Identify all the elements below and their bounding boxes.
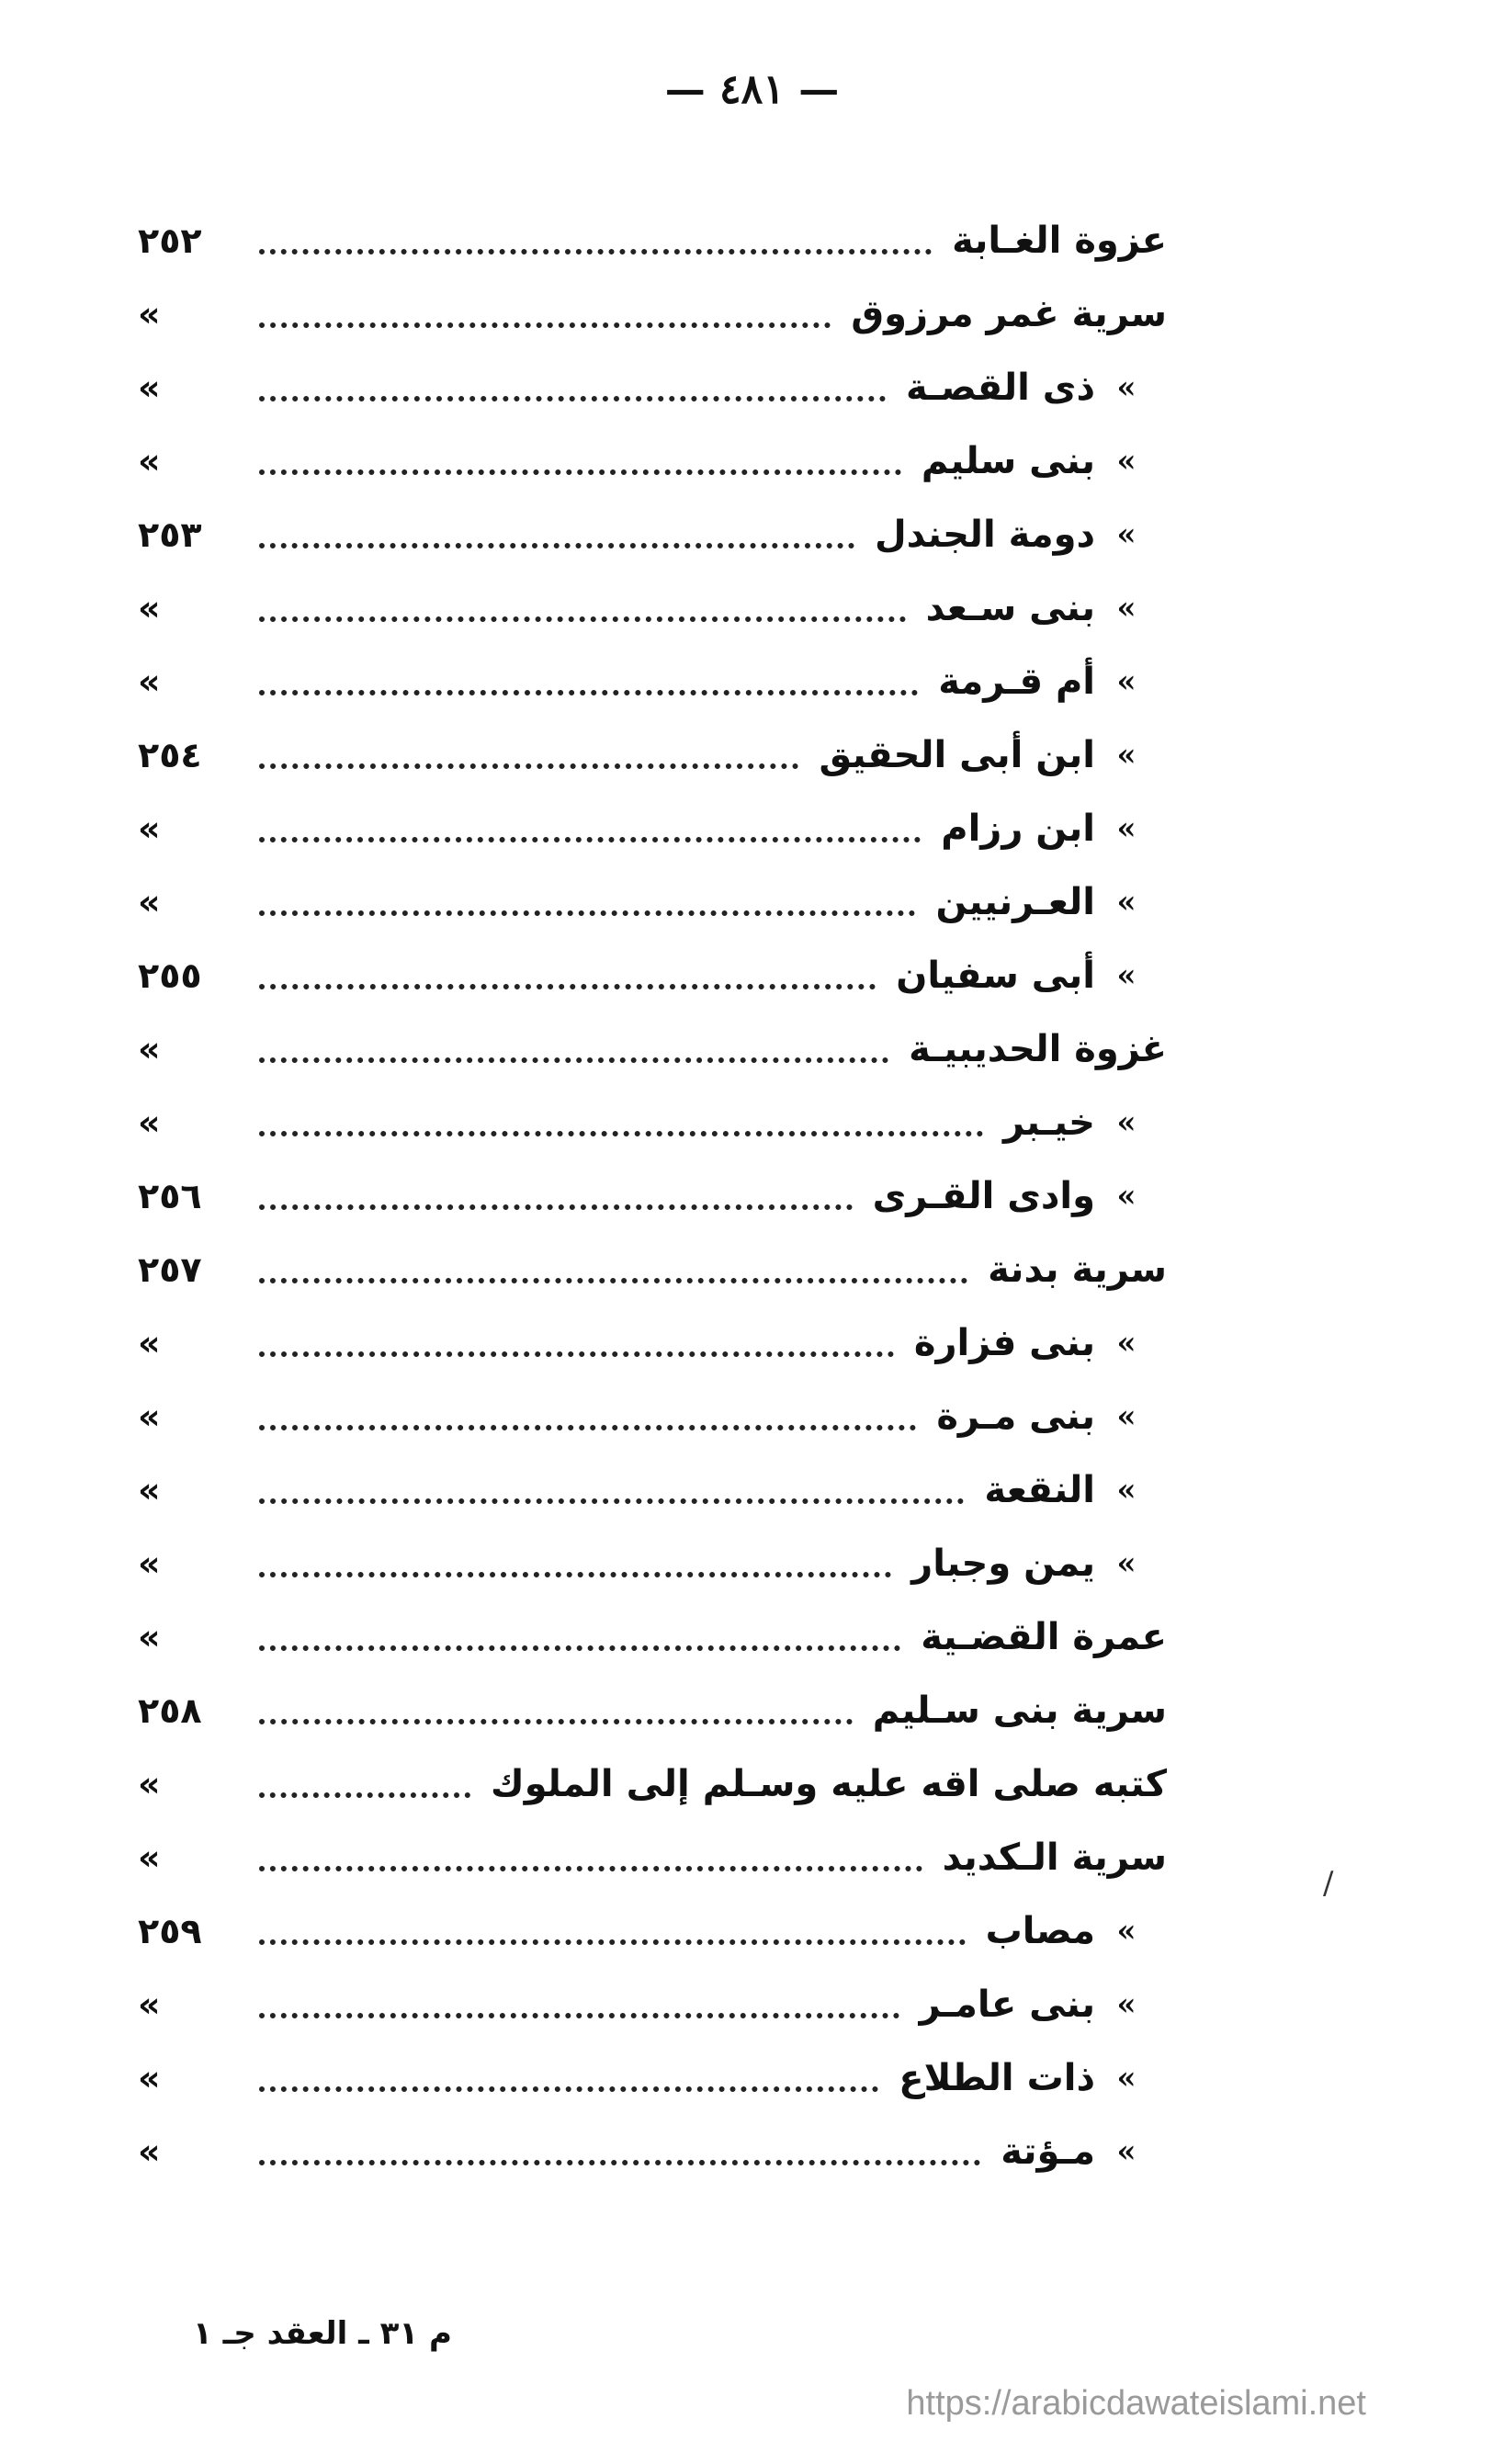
toc-row	[138, 1894, 1167, 1968]
dot-leader	[259, 1351, 894, 1357]
dot-leader	[259, 249, 932, 254]
repeat-mark: »	[1116, 2133, 1136, 2170]
dot-leader	[259, 396, 886, 401]
dot-leader	[259, 1939, 966, 1945]
repeat-mark: »	[1116, 884, 1136, 921]
dot-leader	[259, 2013, 899, 2018]
toc-entry-title: بنى مـرة	[936, 1396, 1095, 1438]
dot-leader	[259, 1204, 853, 1210]
dot-leader	[259, 1278, 967, 1283]
toc-row	[138, 792, 1167, 865]
toc-entry-title: أبى سفيان	[896, 955, 1095, 997]
toc-entry-title: النقعة	[984, 1469, 1095, 1511]
dot-leader	[259, 1498, 964, 1504]
dot-leader	[259, 837, 921, 842]
toc-entry-page: ٢٥٩	[138, 1911, 202, 1951]
toc-entry-page: »	[138, 1543, 161, 1584]
toc-entry-page: ٢٥٢	[138, 220, 202, 261]
toc-entry-page: »	[138, 1617, 161, 1657]
toc-row	[138, 571, 1167, 645]
toc-entry-page: »	[138, 1837, 161, 1878]
toc-entry-page: ٢٥٤	[138, 735, 202, 775]
dot-leader	[259, 1719, 853, 1724]
repeat-mark: »	[1116, 810, 1136, 847]
toc-entry-title: سرية غمر مرزوق	[851, 293, 1167, 335]
repeat-mark: »	[1116, 1913, 1136, 1950]
toc-entry-title: كتبه صلى اقه عليه وسـلم إلى الملوك	[491, 1763, 1167, 1805]
toc-entry-title: بنى عامـر	[919, 1984, 1095, 2026]
repeat-mark: »	[1116, 516, 1136, 553]
toc-entry-title: خيـبر	[1002, 1102, 1095, 1144]
toc-entry-page: ٢٥٥	[138, 955, 202, 996]
toc-entry-page: ٢٥٦	[138, 1176, 202, 1216]
toc-row	[138, 424, 1167, 498]
toc-row	[138, 1674, 1167, 1747]
repeat-mark: »	[1116, 737, 1136, 774]
toc-entry-page: »	[138, 1470, 161, 1510]
dot-leader	[259, 1866, 922, 1871]
toc-entry-page: »	[138, 367, 161, 408]
toc-entry-page: »	[138, 588, 161, 628]
toc-row	[138, 939, 1167, 1012]
toc-row	[138, 2041, 1167, 2115]
toc-entry-title: عمرة القضـية	[921, 1616, 1167, 1658]
toc-row	[138, 1453, 1167, 1527]
toc-row	[138, 865, 1167, 939]
toc-row	[138, 645, 1167, 718]
toc-row	[138, 1968, 1167, 2041]
toc-entry-title: مصاب	[985, 1910, 1095, 1952]
toc-entry-title: غزوة الحديبيـة	[909, 1028, 1167, 1070]
toc-entry-page: »	[138, 2058, 161, 2098]
repeat-mark: »	[1116, 1325, 1136, 1362]
toc-entry-page: »	[138, 1396, 161, 1437]
repeat-mark: »	[1116, 369, 1136, 406]
dot-leader	[259, 2160, 980, 2165]
toc-entry-page: »	[138, 1764, 161, 1804]
repeat-mark: »	[1116, 1472, 1136, 1509]
dot-leader	[259, 1131, 983, 1136]
toc-row	[138, 204, 1167, 277]
repeat-mark: »	[1116, 1104, 1136, 1141]
toc-entry-title: يمن وجبار	[911, 1543, 1095, 1585]
repeat-mark: »	[1116, 957, 1136, 994]
dot-leader	[259, 1645, 900, 1651]
repeat-mark: »	[1116, 663, 1136, 700]
toc-row	[138, 277, 1167, 351]
toc-row	[138, 1159, 1167, 1233]
dot-leader	[259, 322, 831, 328]
toc-row	[138, 1306, 1167, 1380]
repeat-mark: »	[1116, 1545, 1136, 1582]
toc-row	[138, 718, 1167, 792]
dot-leader	[259, 763, 798, 769]
toc-row	[138, 498, 1167, 571]
toc-entry-title: وادى القـرى	[872, 1175, 1095, 1217]
toc-entry-title: بنى سـعد	[925, 587, 1095, 629]
toc-entry-page: »	[138, 294, 161, 334]
toc-row	[138, 1233, 1167, 1306]
repeat-mark: »	[1116, 1986, 1136, 2023]
toc-entry-page: ٢٥٧	[138, 1249, 202, 1290]
toc-entry-title: أم قـرمة	[938, 661, 1095, 703]
toc-entry-title: ذات الطلاع	[899, 2057, 1095, 2099]
toc-entry-page: ٢٥٨	[138, 1690, 202, 1731]
dot-leader	[259, 543, 854, 548]
watermark-url: https://arabicdawateislami.net	[906, 2384, 1366, 2423]
repeat-mark: »	[1116, 1178, 1136, 1215]
toc-row	[138, 1380, 1167, 1453]
toc-entry-page: »	[138, 882, 161, 922]
margin-mark: /	[1323, 1865, 1334, 1902]
toc-entry-page: ٢٥٣	[138, 514, 202, 555]
dot-leader	[259, 616, 906, 622]
table-of-contents	[138, 204, 1167, 2188]
toc-entry-title: بنى فزارة	[913, 1322, 1095, 1364]
repeat-mark: »	[1116, 590, 1136, 627]
toc-row	[138, 351, 1167, 424]
toc-row	[138, 1600, 1167, 1674]
toc-row	[138, 1747, 1167, 1821]
toc-entry-page: »	[138, 2131, 161, 2172]
repeat-mark: »	[1116, 2060, 1136, 2097]
dot-leader	[259, 1792, 470, 1798]
toc-entry-page: »	[138, 808, 161, 849]
toc-entry-title: ابن رزام	[941, 808, 1095, 850]
toc-row	[138, 1086, 1167, 1159]
toc-entry-page: »	[138, 441, 161, 481]
repeat-mark: »	[1116, 1398, 1136, 1435]
repeat-mark: »	[1116, 443, 1136, 480]
toc-entry-title: ابن أبى الحقيق	[819, 734, 1095, 776]
toc-entry-title: سرية بدنة	[988, 1249, 1167, 1291]
dot-leader	[259, 690, 918, 695]
toc-entry-title: العـرنيين	[935, 881, 1095, 923]
toc-entry-title: سرية بنى سـليم	[872, 1690, 1167, 1732]
toc-row	[138, 1821, 1167, 1894]
dot-leader	[259, 910, 915, 916]
toc-entry-page: »	[138, 1323, 161, 1363]
toc-entry-page: »	[138, 1984, 161, 2025]
toc-entry-title: ذى القصـة	[906, 367, 1095, 409]
dot-leader	[259, 984, 876, 989]
toc-entry-title: بنى سليم	[921, 440, 1095, 482]
dot-leader	[259, 469, 901, 475]
toc-row	[138, 1527, 1167, 1600]
toc-row	[138, 2115, 1167, 2188]
toc-entry-title: سرية الـكديد	[942, 1837, 1167, 1879]
toc-entry-title: عزوة الغـابة	[952, 220, 1167, 262]
dot-leader	[259, 1572, 891, 1577]
toc-row	[138, 1012, 1167, 1086]
footer-note: م ٣١ ـ العقد جـ ١	[193, 2315, 452, 2352]
toc-entry-title: دومة الجندل	[874, 514, 1095, 556]
dot-leader	[259, 1057, 888, 1063]
toc-entry-page: »	[138, 1102, 161, 1143]
dot-leader	[259, 1425, 916, 1430]
page-number: — ٤٨١ —	[664, 66, 840, 113]
toc-entry-title: مـؤتة	[1001, 2131, 1095, 2173]
toc-entry-page: »	[138, 1029, 161, 1069]
dot-leader	[259, 2086, 878, 2092]
toc-entry-page: »	[138, 661, 161, 702]
